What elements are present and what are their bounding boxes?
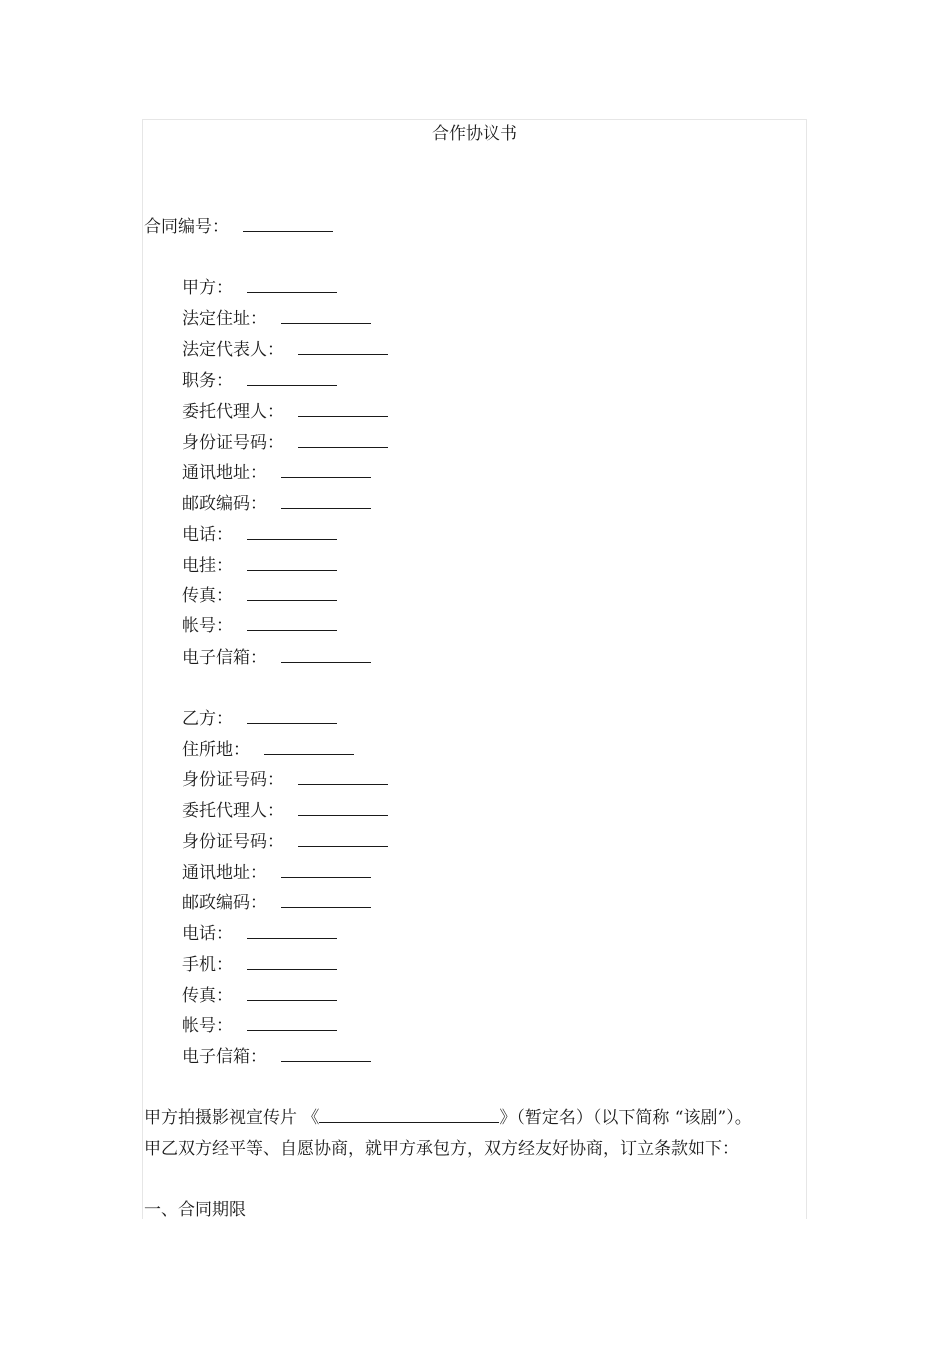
field-blank[interactable] [281, 863, 371, 878]
field-label: 委托代理人： [182, 402, 284, 422]
party-a-row [182, 401, 388, 423]
field-label: 传真： [182, 586, 233, 606]
field-label: 乙方： [182, 709, 233, 729]
party-b-row [182, 1046, 371, 1068]
contract-number-blank[interactable] [243, 217, 333, 232]
film-title-blank[interactable] [319, 1108, 499, 1123]
field-blank[interactable] [281, 494, 371, 509]
field-label: 委托代理人： [182, 801, 284, 821]
party-b-row [182, 892, 371, 914]
party-b-row [182, 831, 388, 853]
document-title: 合作协议书 [432, 124, 517, 144]
field-blank[interactable] [298, 340, 388, 355]
field-blank[interactable] [247, 1016, 337, 1031]
field-label: 法定住址： [182, 309, 267, 329]
field-label: 传真： [182, 986, 233, 1006]
field-label: 身份证号码： [182, 832, 284, 852]
field-label: 通讯地址： [182, 463, 267, 483]
field-blank[interactable] [281, 309, 371, 324]
field-blank[interactable] [247, 556, 337, 571]
party-a-row [182, 524, 337, 546]
field-blank[interactable] [247, 955, 337, 970]
party-a-row [182, 370, 337, 392]
field-label: 电子信箱： [182, 1047, 267, 1067]
field-label: 电子信箱： [182, 648, 267, 668]
field-blank[interactable] [298, 433, 388, 448]
field-blank[interactable] [247, 525, 337, 540]
section-heading: 一、合同期限 [144, 1200, 246, 1220]
field-label: 帐号： [182, 1016, 233, 1036]
field-blank[interactable] [247, 278, 337, 293]
field-blank[interactable] [281, 893, 371, 908]
field-label: 电话： [182, 525, 233, 545]
field-blank[interactable] [264, 740, 354, 755]
party-b-row [182, 708, 337, 730]
field-blank[interactable] [247, 371, 337, 386]
field-blank[interactable] [298, 832, 388, 847]
field-blank[interactable] [247, 616, 337, 631]
intro-text-start: 甲方拍摄影视宣传片 《 [144, 1108, 320, 1128]
party-a-row [182, 308, 371, 330]
field-label: 邮政编码： [182, 893, 267, 913]
contract-number-label: 合同编号： [144, 217, 229, 237]
contract-number-row [144, 216, 333, 238]
intro-line-2: 甲乙双方经平等、自愿协商，就甲方承包方，双方经友好协商，订立条款如下： [144, 1139, 739, 1159]
field-label: 电挂： [182, 556, 233, 576]
party-b-row [182, 800, 388, 822]
party-a-row [182, 493, 371, 515]
field-blank[interactable] [281, 1047, 371, 1062]
party-b-row [182, 923, 337, 945]
field-label: 电话： [182, 924, 233, 944]
party-a-row [182, 277, 337, 299]
party-b-row [182, 739, 354, 761]
party-b-row [182, 1015, 337, 1037]
party-a-row [182, 647, 371, 669]
field-blank[interactable] [247, 709, 337, 724]
field-blank[interactable] [247, 986, 337, 1001]
field-blank[interactable] [281, 463, 371, 478]
field-label: 帐号： [182, 616, 233, 636]
field-blank[interactable] [247, 924, 337, 939]
field-label: 法定代表人： [182, 340, 284, 360]
field-blank[interactable] [298, 801, 388, 816]
party-a-row [182, 462, 371, 484]
field-blank[interactable] [298, 770, 388, 785]
field-label: 身份证号码： [182, 770, 284, 790]
party-a-row [182, 585, 337, 607]
field-blank[interactable] [281, 648, 371, 663]
field-blank[interactable] [247, 586, 337, 601]
field-label: 住所地： [182, 740, 250, 760]
intro-text-end: 》（暂定名）（以下简称 “该剧”）。 [499, 1108, 752, 1128]
party-b-row [182, 862, 371, 884]
party-a-row [182, 339, 388, 361]
field-label: 身份证号码： [182, 433, 284, 453]
party-b-row [182, 954, 337, 976]
party-a-row [182, 555, 337, 577]
party-b-row [182, 769, 388, 791]
field-label: 甲方： [182, 278, 233, 298]
party-a-row [182, 615, 337, 637]
party-a-row [182, 432, 388, 454]
intro-line-1 [144, 1107, 752, 1129]
field-label: 职务： [182, 371, 233, 391]
field-blank[interactable] [298, 402, 388, 417]
field-label: 邮政编码： [182, 494, 267, 514]
party-b-row [182, 985, 337, 1007]
field-label: 手机： [182, 955, 233, 975]
field-label: 通讯地址： [182, 863, 267, 883]
